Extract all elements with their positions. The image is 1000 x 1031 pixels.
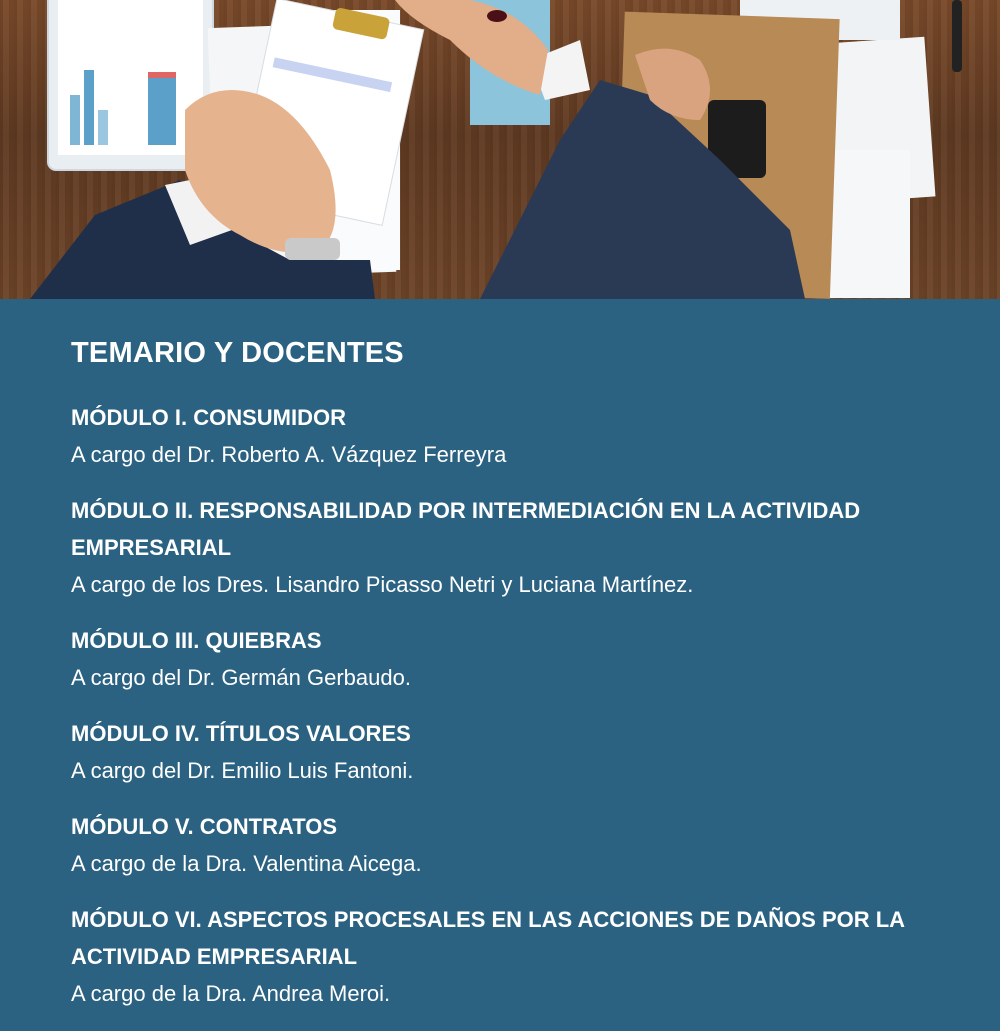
module-item [71, 808, 931, 882]
module-teacher: A cargo del Dr. Emilio Luis Fantoni. [71, 758, 414, 783]
module-teacher: A cargo de los Dres. Lisandro Picasso Netri y Luciana Martínez. [71, 572, 694, 597]
module-title: MÓDULO I. CONSUMIDOR [71, 405, 346, 430]
module-item [71, 399, 931, 473]
content-panel [0, 299, 1000, 1006]
section-heading: TEMARIO Y DOCENTES [71, 337, 404, 369]
module-title: MÓDULO IV. TÍTULOS VALORES [71, 721, 411, 746]
module-item [71, 901, 931, 1012]
module-title: MÓDULO II. RESPONSABILIDAD POR INTERMEDIACIÓN EN LA ACTIVIDAD EMPRESARIAL [71, 498, 861, 560]
header-photo [0, 0, 1000, 299]
module-title: MÓDULO VI. ASPECTOS PROCESALES EN LAS ACCIONES DE DAÑOS POR LA ACTIVIDAD EMPRESARIAL [71, 907, 905, 969]
module-teacher: A cargo del Dr. Germán Gerbaudo. [71, 665, 411, 690]
module-item [71, 492, 931, 603]
module-title: MÓDULO III. QUIEBRAS [71, 628, 322, 653]
module-teacher: A cargo del Dr. Roberto A. Vázquez Ferreyra [71, 442, 507, 467]
module-item [71, 622, 931, 696]
module-list [71, 399, 931, 1031]
module-teacher: A cargo de la Dra. Valentina Aicega. [71, 851, 422, 876]
business-handshake-illustration [0, 0, 1000, 299]
module-teacher: A cargo de la Dra. Andrea Meroi. [71, 981, 391, 1006]
module-title: MÓDULO V. CONTRATOS [71, 814, 338, 839]
module-item [71, 715, 931, 789]
